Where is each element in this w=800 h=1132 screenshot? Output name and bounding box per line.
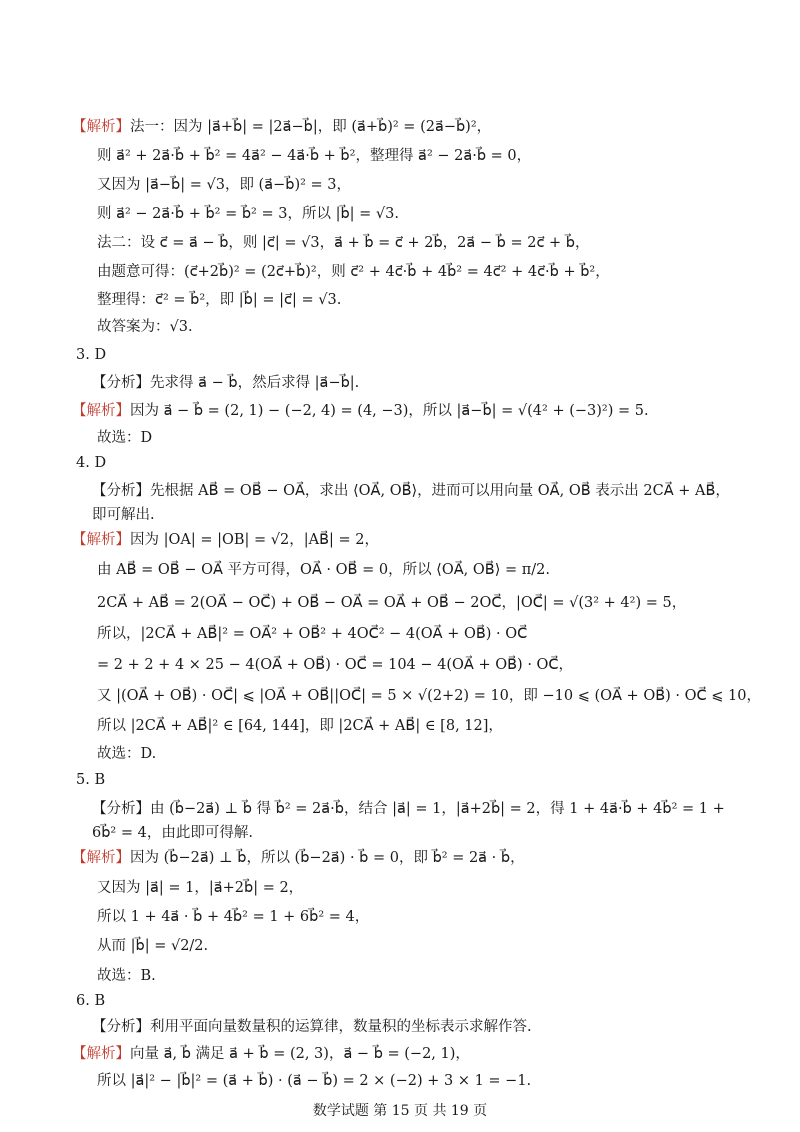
q2-solution-text-1: 法一：因为 |a⃗+b⃗| = |2a⃗−b⃗|，即 (a⃗+b⃗)² = (2a⃗−b⃗)²，	[130, 119, 492, 135]
q5-solution-line-1	[72, 848, 525, 868]
page-footer: 数学试题 第 15 页 共 19 页	[312, 1103, 488, 1119]
q5-solution-line-4: 从而 |b⃗| = √2/2.	[97, 938, 209, 954]
q4-solution-line-2: 由 AB⃗ = OB⃗ − OA⃗ 平方可得，OA⃗ · OB⃗ = 0，所以 ⟨OA⃗, OB⃗⟩ = π/2.	[97, 562, 550, 578]
q4-solution-line-1	[72, 530, 379, 550]
q4-solution-text-1: 因为 |OA| = |OB| = √2，|AB⃗| = 2，	[130, 532, 380, 548]
q2-solution-line-8: 故答案为：√3.	[97, 319, 193, 335]
solution-tag: 【解析】	[72, 850, 130, 866]
solution-tag: 【解析】	[72, 119, 130, 135]
q6-solution-line-1-text: 向量 a⃗, b⃗ 满足 a⃗ + b⃗ = (2, 3)，a⃗ − b⃗ = (−2, 1)，	[130, 1046, 470, 1062]
q3-analysis: 【分析】先求得 a⃗ − b⃗，然后求得 |a⃗−b⃗|.	[92, 375, 360, 391]
q5-solution-line-2: 又因为 |a⃗| = 1，|a⃗+2b⃗| = 2，	[97, 880, 304, 896]
q6-number-answer: 6. B	[76, 993, 106, 1009]
q5-answer: 故选：B.	[97, 968, 156, 984]
solution-tag: 【解析】	[72, 532, 130, 548]
q3-answer: 故选：D	[97, 430, 153, 446]
q4-analysis: 【分析】先根据 AB⃗ = OB⃗ − OA⃗，求出 ⟨OA⃗, OB⃗⟩，进而可以用向量 OA⃗, OB⃗ 表示出 2CA⃗ + AB⃗，即可解出.	[92, 483, 730, 523]
q2-solution-line-4: 则 a⃗² − 2a⃗·b⃗ + b⃗² = b⃗² = 3，所以 |b⃗| = √3.	[97, 206, 399, 222]
q4-number-answer: 4. D	[76, 455, 107, 471]
q3-number-answer: 3. D	[76, 347, 107, 363]
q2-solution-line-5: 法二：设 c⃗ = a⃗ − b⃗，则 |c⃗| = √3，a⃗ + b⃗ = c⃗ + 2b⃗，2a⃗ − b⃗ = 2c⃗ + b⃗，	[97, 235, 590, 251]
q4-answer: 故选：D.	[97, 746, 157, 762]
q4-solution-line-7: 所以 |2CA⃗ + AB⃗|² ∈ [64, 144]，即 |2CA⃗ + AB⃗| ∈ [8, 12]，	[97, 718, 503, 734]
q4-solution-line-4: 所以，|2CA⃗ + AB⃗|² = OA⃗² + OB⃗² + 4OC⃗² − 4(OA⃗ + OB⃗) · OC⃗	[97, 626, 528, 642]
q4-solution-line-3: 2CA⃗ + AB⃗ = 2(OA⃗ − OC⃗) + OB⃗ − OA⃗ = OA⃗ + OB⃗ − 2OC⃗，|OC⃗| = √(3² + 4²) = 5，	[97, 595, 687, 611]
q2-solution-line-6: 由题意可得：(c⃗+2b⃗)² = (2c⃗+b⃗)²，则 c⃗² + 4c⃗·b⃗ + 4b⃗² = 4c⃗² + 4c⃗·b⃗ + b⃗²，	[97, 264, 610, 280]
solution-tag: 【解析】	[72, 403, 130, 419]
q5-analysis: 【分析】由 (b⃗−2a⃗) ⊥ b⃗ 得 b⃗² = 2a⃗·b⃗，结合 |a⃗| = 1，|a⃗+2b⃗| = 2，得 1 + 4a⃗·b⃗ + 4b⃗² = 1 + 6b⃗² = 4，由此即可得解.	[92, 801, 725, 841]
q2-solution-line-1	[72, 117, 491, 137]
q6-solution-line-2: 所以 |a⃗|² − |b⃗|² = (a⃗ + b⃗) · (a⃗ − b⃗) = 2 × (−2) + 3 × 1 = −1.	[97, 1073, 532, 1089]
q6-solution-line-1	[72, 1044, 470, 1064]
q2-solution-line-7: 整理得：c⃗² = b⃗²，即 |b⃗| = |c⃗| = √3.	[97, 292, 342, 308]
q5-solution-line-3: 所以 1 + 4a⃗ · b⃗ + 4b⃗² = 1 + 6b⃗² = 4，	[97, 909, 370, 925]
q2-solution-line-2: 则 a⃗² + 2a⃗·b⃗ + b⃗² = 4a⃗² − 4a⃗·b⃗ + b⃗²，整理得 a⃗² − 2a⃗·b⃗ = 0，	[97, 148, 532, 164]
q3-solution-line-1	[72, 401, 649, 421]
q4-solution-line-5: = 2 + 2 + 4 × 25 − 4(OA⃗ + OB⃗) · OC⃗ = 104 − 4(OA⃗ + OB⃗) · OC⃗，	[97, 657, 574, 673]
q5-number-answer: 5. B	[76, 772, 106, 788]
q5-solution-text-1: 因为 (b⃗−2a⃗) ⊥ b⃗，所以 (b⃗−2a⃗) · b⃗ = 0，即 b⃗² = 2a⃗ · b⃗，	[130, 850, 525, 866]
q3-solution-text-1: 因为 a⃗ − b⃗ = (2, 1) − (−2, 4) = (4, −3)，所以 |a⃗−b⃗| = √(4² + (−3)²) = 5.	[130, 403, 649, 419]
q4-solution-line-6: 又 |(OA⃗ + OB⃗) · OC⃗| ⩽ |OA⃗ + OB⃗||OC⃗| = 5 × √(2+2) = 10，即 −10 ⩽ (OA⃗ + OB⃗) · OC⃗ ⩽ 10，	[97, 688, 761, 704]
q6-analysis: 【分析】利用平面向量数量积的运算律，数量积的坐标表示求解作答.	[92, 1019, 532, 1035]
q2-solution-line-3: 又因为 |a⃗−b⃗| = √3，即 (a⃗−b⃗)² = 3，	[97, 177, 352, 193]
solution-tag: 【解析】	[72, 1046, 130, 1062]
